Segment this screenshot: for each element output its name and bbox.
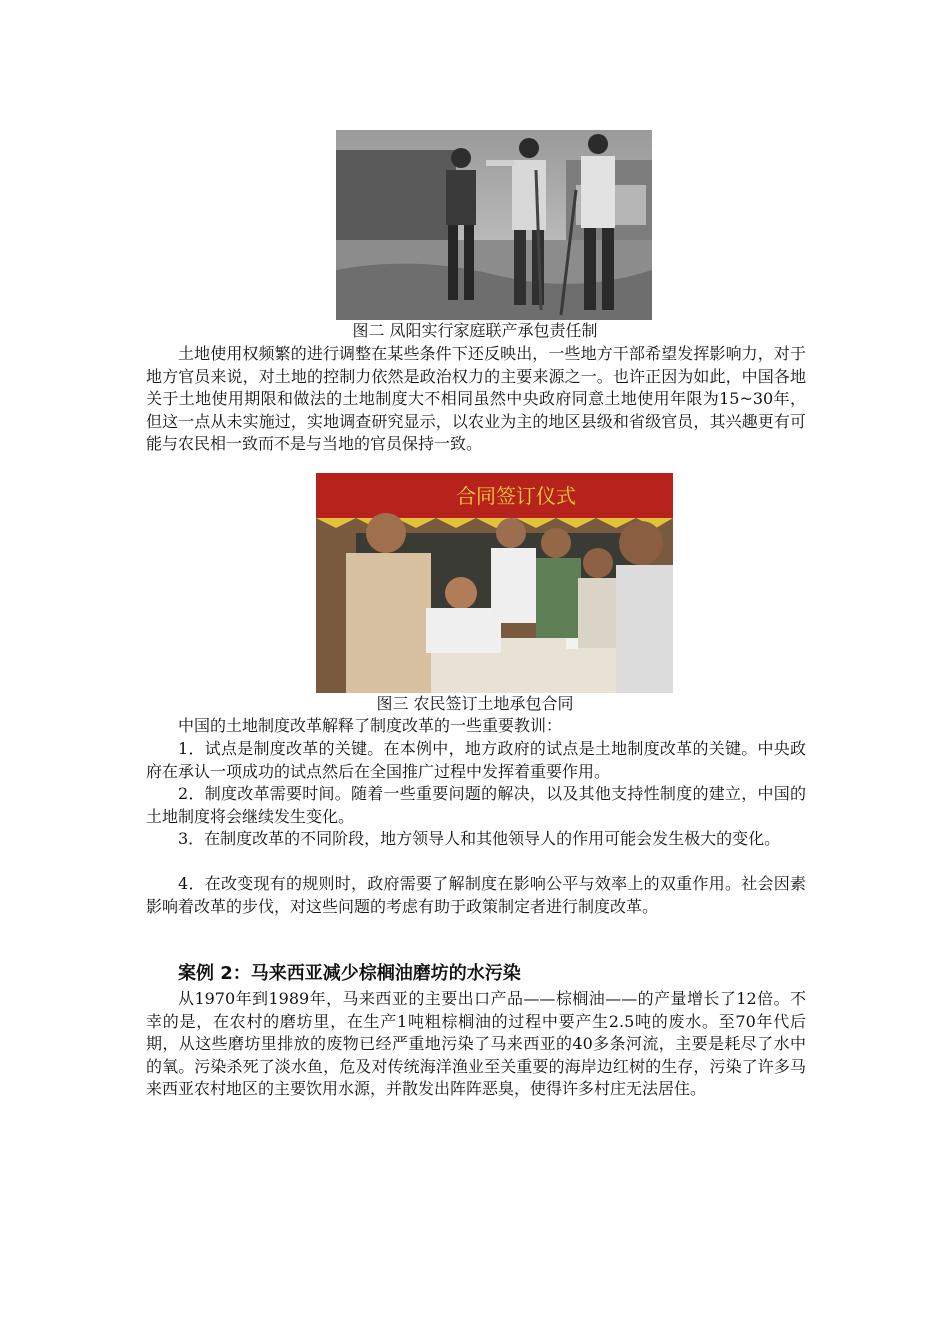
paragraph-lessons-intro: 中国的土地制度改革解释了制度改革的一些重要教训： <box>178 716 563 735</box>
paragraph-lesson-1: 1．试点是制度改革的关键。在本例中，地方政府的试点是土地制度改革的关键。中央政府在承认一项成功的试点然后在全国推广过程中发挥着重要作用。 <box>146 739 806 781</box>
figure-2-photo <box>336 130 652 320</box>
section-heading-case-2: 案例 2：马来西亚减少棕榈油磨坊的水污染 <box>178 963 521 984</box>
figure-3-photo <box>316 473 673 693</box>
paragraph-lesson-2: 2．制度改革需要时间。随着一些重要问题的解决，以及其他支持性制度的建立，中国的土地制度将会继续发生变化。 <box>146 784 806 826</box>
figure-3-caption: 图三 农民签订土地承包合同 <box>376 694 574 713</box>
paragraph-lesson-3: 3．在制度改革的不同阶段，地方领导人和其他领导人的作用可能会发生极大的变化。 <box>178 829 781 848</box>
banner-text: 合同签订仪式 <box>456 484 576 508</box>
paragraph-land-use: 土地使用权频繁的进行调整在某些条件下还反映出，一些地方干部希望发挥影响力，对于地方官员来说，对土地的控制力依然是政治权力的主要来源之一。也许正因为如此，中国各地关于土地使用期限和做法的土地制度大不相同虽然中央政府同意土地使用年限为15~30年，但这一点从未实施过，实地调查研究显示，以农业为主的地区县级和省级官员，其兴趣更有可能与农民相一致而不是与当地的官员保持一致。 <box>146 344 806 453</box>
paragraph-malaysia: 从1970年到1989年，马来西亚的主要出口产品——棕榈油——的产量增长了12倍。不幸的是，在农村的磨坊里，在生产1吨粗棕榈油的过程中要产生2.5吨的废水。至70年代后期，从这些磨坊里排放的废物已经严重地污染了马来西亚的40多条河流，主要是耗尽了水中的氧。污染杀死了淡水鱼，危及对传统海洋渔业至关重要的海岸边红树的生存，污染了许多马来西亚农村地区的主要饮用水源，并散发出阵阵恶臭，使得许多村庄无法居住。 <box>146 989 806 1098</box>
figure-2-caption: 图二 凤阳实行家庭联产承包责任制 <box>352 321 598 340</box>
paragraph-lesson-4: 4．在改变现有的规则时，政府需要了解制度在影响公平与效率上的双重作用。社会因素影响着改革的步伐，对这些问题的考虑有助于政策制定者进行制度改革。 <box>146 874 806 916</box>
